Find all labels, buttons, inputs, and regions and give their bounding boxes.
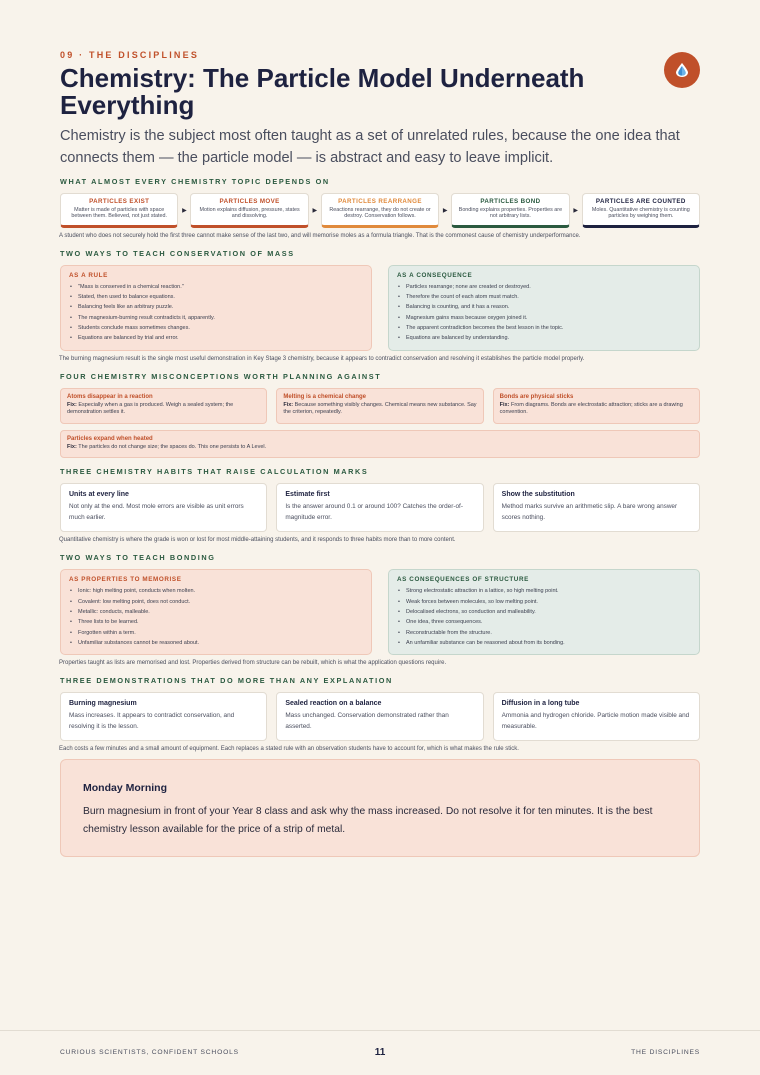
conservation-heading: TWO WAYS TO TEACH CONSERVATION OF MASS bbox=[60, 248, 295, 258]
conservation-note: The burning magnesium result is the single most useful demonstration in Key Stage 3 chemistry, because it appears to contradict conservation and resolving it establishes the particle model properly. bbox=[59, 355, 585, 362]
footer-divider bbox=[0, 1030, 760, 1031]
panel-list bbox=[397, 282, 691, 344]
list-item: • Forgotten within a term. bbox=[69, 628, 363, 638]
misconception-fix bbox=[283, 402, 476, 417]
misconception-title: Particles expand when heated bbox=[67, 435, 153, 442]
monday-morning-callout bbox=[60, 759, 700, 857]
demo-card bbox=[276, 692, 483, 741]
habits-heading: THREE CHEMISTRY HABITS THAT RAISE CALCULATION MARKS bbox=[60, 467, 369, 477]
misconception-fix bbox=[67, 402, 260, 417]
flow-step bbox=[582, 193, 700, 228]
panel-title: AS A RULE bbox=[69, 271, 108, 279]
page-lede: Chemistry is the subject most often taught as a set of unrelated rules, because the one idea that connects them — the particle model — is abstract and easy to leave implicit. bbox=[60, 128, 680, 166]
list-item: • Stated, then used to balance equations. bbox=[69, 292, 363, 302]
panel-title: AS PROPERTIES TO MEMORISE bbox=[69, 576, 182, 584]
habit-desc: Is the answer around 0.1 or around 100? Catches the order-of-magnitude error. bbox=[285, 503, 463, 521]
habit-card bbox=[60, 483, 267, 532]
misconception-title: Atoms disappear in a reaction bbox=[67, 393, 153, 400]
misconception-title: Melting is a chemical change bbox=[283, 393, 367, 400]
arrow-right-icon: ▶ bbox=[312, 207, 318, 214]
list-item: • An unfamiliar substance can be reasoned about from its bonding. bbox=[397, 638, 691, 648]
misconception-card bbox=[60, 430, 700, 459]
list-item: • Ionic: high melting point, conducts when molten. bbox=[69, 586, 363, 596]
flow-step-title: PARTICLES BOND bbox=[480, 198, 541, 205]
bonding-memorise-panel bbox=[60, 569, 372, 655]
fix-text: Especially when a gas is produced. Weigh a sealed system; the demonstration settles it. bbox=[67, 401, 234, 416]
flow-step-title: PARTICLES MOVE bbox=[219, 198, 280, 205]
list-item: • Reconstructable from the structure. bbox=[397, 628, 691, 638]
list-item: • Magnesium gains mass because oxygen joined it. bbox=[397, 313, 691, 323]
demo-title: Sealed reaction on a balance bbox=[285, 700, 382, 708]
water-drop-icon bbox=[676, 63, 688, 77]
habits-row bbox=[60, 483, 700, 532]
habit-desc: Method marks survive an arithmetic slip. A bare wrong answer scores nothing. bbox=[501, 503, 678, 521]
callout-body: Burn magnesium in front of your Year 8 class and ask why the mass increased. Do not resolve it for ten minutes. It is the best chemistry lesson available for the price of a strip of metal. bbox=[83, 806, 653, 836]
section-kicker: 09 · THE DISCIPLINES bbox=[60, 50, 200, 60]
list-item: • Metallic: conducts, malleable. bbox=[69, 607, 363, 617]
flow-step-desc: Reactions rearrange, they do not create or destroy. Conservation follows. bbox=[329, 207, 431, 220]
footer-publication: CURIOUS SCIENTISTS, CONFIDENT SCHOOLS bbox=[60, 1049, 239, 1056]
flow-step bbox=[60, 193, 178, 228]
flow-heading: WHAT ALMOST EVERY CHEMISTRY TOPIC DEPENDS ON bbox=[60, 177, 330, 186]
habit-card bbox=[493, 483, 700, 532]
misconception-fix bbox=[67, 444, 693, 452]
flow-step-title: PARTICLES ARE COUNTED bbox=[595, 198, 686, 205]
fix-label: Fix: bbox=[283, 401, 294, 408]
list-item: • Weak forces between molecules, so low melting point. bbox=[397, 597, 691, 607]
demo-desc: Mass unchanged. Conservation demonstrated rather than asserted. bbox=[285, 712, 449, 730]
demo-desc: Ammonia and hydrogen chloride. Particle motion made visible and measurable. bbox=[501, 712, 690, 730]
panel-title: AS A CONSEQUENCE bbox=[397, 271, 473, 279]
habit-card bbox=[276, 483, 483, 532]
misconception-card bbox=[493, 388, 700, 424]
list-item: • The magnesium-burning result contradicts it, apparently. bbox=[69, 313, 363, 323]
page-number: 11 bbox=[374, 1047, 386, 1058]
callout-title: Monday Morning bbox=[83, 782, 167, 795]
conservation-consequence-panel bbox=[388, 265, 700, 351]
fix-label: Fix: bbox=[67, 401, 77, 408]
panel-list bbox=[397, 586, 691, 648]
list-item: • Balancing feels like an arbitrary puzzle. bbox=[69, 302, 363, 312]
bonding-compare bbox=[60, 569, 700, 655]
bonding-note: Properties taught as lists are memorised and lost. Properties derived from structure can be rebuilt, which is what the application questions require. bbox=[59, 660, 447, 667]
flow-step-title: PARTICLES REARRANGE bbox=[338, 198, 422, 205]
list-item: • Equations are balanced by understanding. bbox=[397, 333, 691, 343]
list-item: • Therefore the count of each atom must match. bbox=[397, 292, 691, 302]
demo-title: Burning magnesium bbox=[69, 700, 137, 708]
demo-title: Diffusion in a long tube bbox=[501, 700, 580, 708]
conservation-compare bbox=[60, 265, 700, 351]
list-item: • Three lists to be learned. bbox=[69, 617, 363, 627]
list-item: • One idea, three consequences. bbox=[397, 617, 691, 627]
list-item: • Equations are balanced by trial and error. bbox=[69, 333, 363, 343]
flow-step-desc: Bonding explains properties. Properties are not arbitrary lists. bbox=[458, 207, 563, 220]
list-item: • Particles rearrange; none are created or destroyed. bbox=[397, 282, 691, 292]
list-item: • Covalent: low melting point, does not conduct. bbox=[69, 597, 363, 607]
demo-card bbox=[60, 692, 267, 741]
list-item: • Unfamiliar substances cannot be reasoned about. bbox=[69, 638, 363, 648]
flow-step-desc: Moles. Quantitative chemistry is counting particles by weighing them. bbox=[591, 207, 690, 220]
footer-section: THE DISCIPLINES bbox=[631, 1049, 700, 1056]
arrow-right-icon: ▶ bbox=[442, 207, 448, 214]
habit-title: Units at every line bbox=[69, 491, 129, 499]
demo-card bbox=[493, 692, 700, 741]
water-drop-badge bbox=[664, 52, 700, 88]
panel-list bbox=[69, 586, 363, 648]
fix-label: Fix: bbox=[499, 401, 510, 408]
misconceptions-row bbox=[60, 388, 700, 424]
fix-text: The particles do not change size; the spaces do. This one persists to A Level. bbox=[78, 443, 267, 450]
demos-note: Each costs a few minutes and a small amount of equipment. Each replaces a stated rule with an observation students have to account for, which is what makes the rule stick. bbox=[59, 746, 519, 753]
list-item: • Strong electrostatic attraction in a lattice, so high melting point. bbox=[397, 586, 691, 596]
misconception-card bbox=[60, 388, 267, 424]
fix-label: Fix: bbox=[67, 443, 77, 450]
list-item: • "Mass is conserved in a chemical reaction." bbox=[69, 282, 363, 292]
list-item: • Students conclude mass sometimes changes. bbox=[69, 323, 363, 333]
habit-desc: Not only at the end. Most mole errors are visible as unit errors much earlier. bbox=[69, 503, 244, 521]
flow-step bbox=[451, 193, 569, 228]
page-footer bbox=[60, 1047, 700, 1059]
flow-step bbox=[190, 193, 308, 228]
misconception-card bbox=[276, 388, 483, 424]
fix-text: Because something visibly changes. Chemical means new substance. Say the criterion, repeatedly. bbox=[283, 401, 477, 416]
misconception-fix bbox=[500, 402, 693, 417]
arrow-right-icon: ▶ bbox=[573, 207, 578, 214]
fix-text: From diagrams. Bonds are electrostatic attraction; sticks are a drawing convention. bbox=[499, 401, 683, 416]
panel-list bbox=[69, 282, 363, 344]
flow-step-desc: Matter is made of particles with space between them. Believed, not just stated. bbox=[71, 207, 167, 220]
habit-title: Estimate first bbox=[285, 491, 330, 499]
panel-title: AS CONSEQUENCES OF STRUCTURE bbox=[397, 576, 529, 584]
flow-step-title: PARTICLES EXIST bbox=[89, 198, 150, 205]
habits-note: Quantitative chemistry is where the grade is won or lost for most middle-attaining students, and it responds to three habits more than to more content. bbox=[59, 537, 456, 544]
bonding-heading: TWO WAYS TO TEACH BONDING bbox=[60, 553, 216, 563]
demos-heading: THREE DEMONSTRATIONS THAT DO MORE THAN ANY EXPLANATION bbox=[60, 676, 393, 686]
misconception-title: Bonds are physical sticks bbox=[499, 393, 574, 400]
particle-flow bbox=[60, 193, 700, 228]
page-title: Chemistry: The Particle Model Underneath Everything bbox=[60, 63, 585, 120]
arrow-right-icon: ▶ bbox=[182, 207, 187, 214]
list-item: • Balancing is counting, and it has a reason. bbox=[397, 302, 691, 312]
page-content bbox=[60, 50, 700, 857]
demo-desc: Mass increases. It appears to contradict conservation, and resolving it is the lesson. bbox=[69, 712, 235, 730]
flow-step bbox=[321, 193, 439, 228]
habit-title: Show the substitution bbox=[501, 491, 575, 499]
flow-step-desc: Motion explains diffusion, pressure, states and dissolving. bbox=[199, 207, 300, 220]
demos-row bbox=[60, 692, 700, 741]
misconceptions-heading: FOUR CHEMISTRY MISCONCEPTIONS WORTH PLANNING AGAINST bbox=[60, 371, 382, 381]
bonding-structure-panel bbox=[388, 569, 700, 655]
flow-note: A student who does not securely hold the first three cannot make sense of the last two, and will memorise moles as a formula triangle. That is the commonest cause of chemistry underperformance. bbox=[59, 232, 581, 239]
conservation-rule-panel bbox=[60, 265, 372, 351]
list-item: • Delocalised electrons, so conduction and malleability. bbox=[397, 607, 691, 617]
list-item: • The apparent contradiction becomes the best lesson in the topic. bbox=[397, 323, 691, 333]
